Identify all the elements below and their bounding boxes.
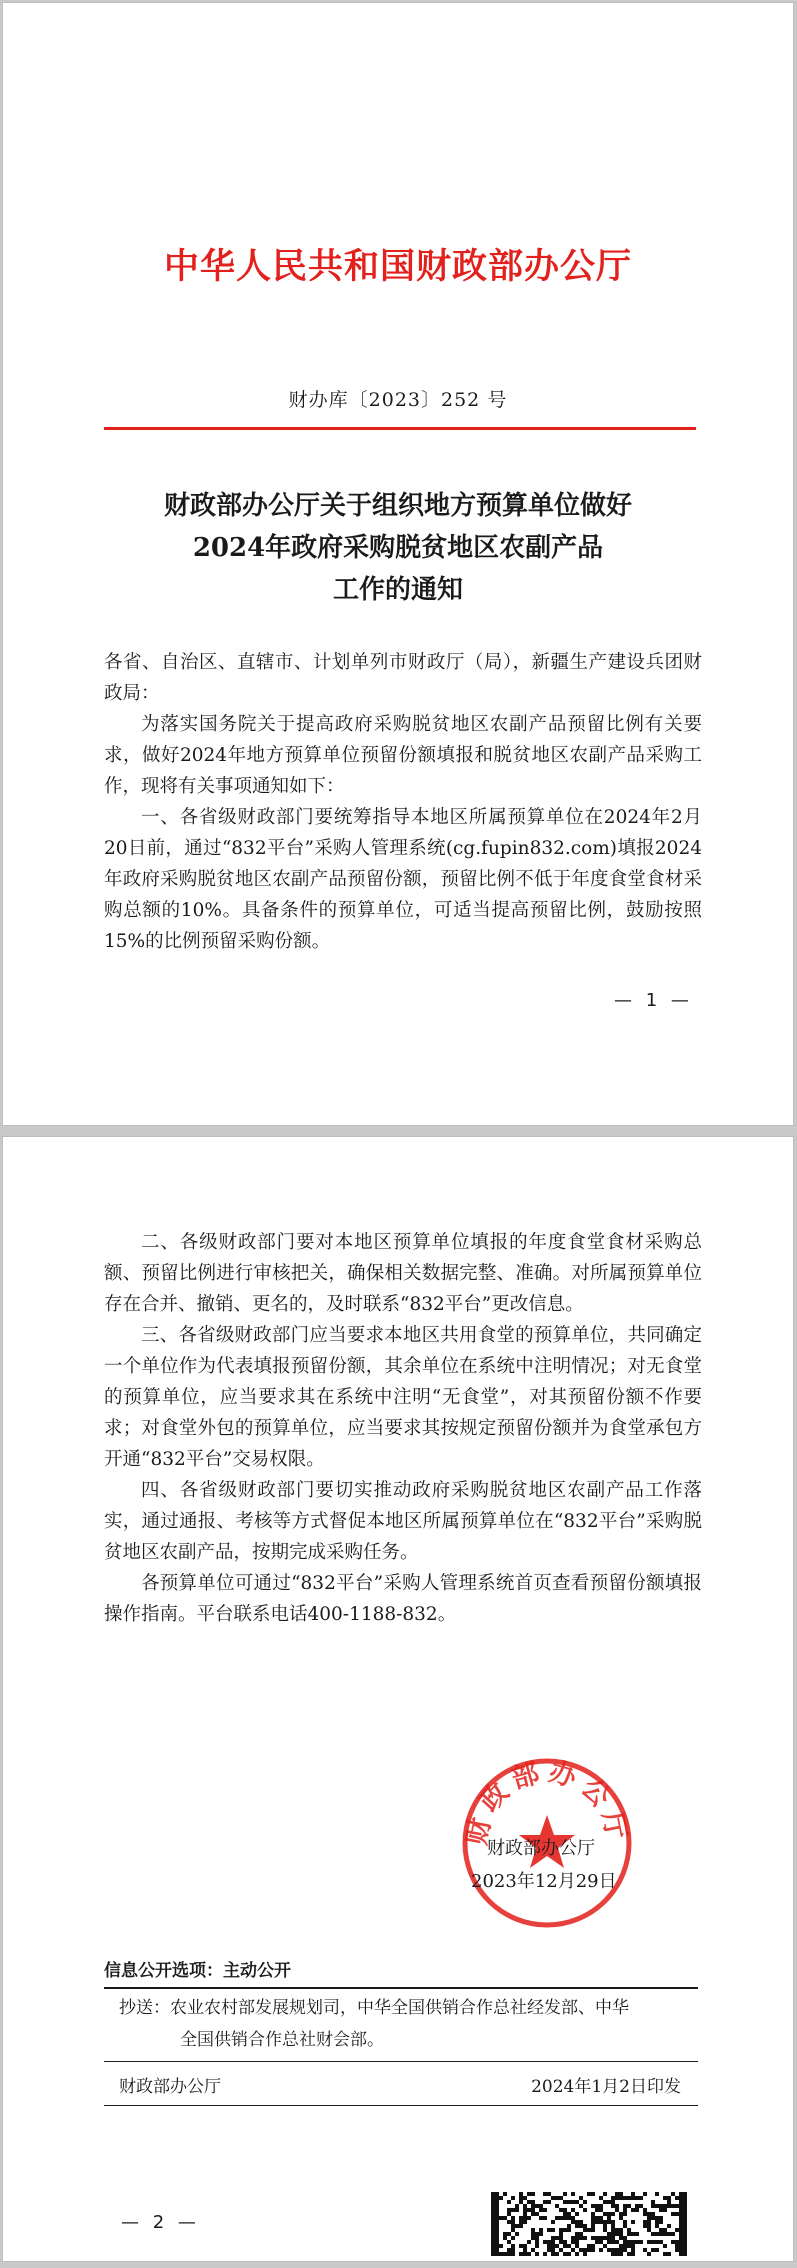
item-2-paragraph: 二、各级财政部门要对本地区预算单位填报的年度食堂食材采购总额、预留比例进行审核把关，确保相关数据完整、准确。对所属预算单位存在合并、撤销、更名的，及时联系“832平台”更改信息。 (104, 1232, 702, 1315)
document-number: 财办库〔2023〕252 号 (288, 389, 508, 411)
item-3-paragraph: 三、各省级财政部门应当要求本地区共用食堂的预算单位，共同确定一个单位作为代表填报预留份额，其余单位在系统中注明情况；对无食堂的预算单位，应当要求其在系统中注明“无食堂”，对其预留份额不作要求；对食堂外包的预算单位，应当要求其按规定预留份额并为食堂承包方开通“832平台”交易权限。 (104, 1325, 702, 1470)
issuer-header: 中华人民共和国财政部办公厅 (163, 246, 632, 287)
print-date: 2024年1月2日印发 (531, 2077, 681, 2097)
title-line: 工作的通知 (332, 575, 463, 605)
page-number: — 2 — (121, 2212, 200, 2233)
red-separator-line (104, 427, 696, 430)
addressee: 各省、自治区、直辖市、计划单列市财政厅（局），新疆生产建设兵团财政局： (104, 652, 702, 704)
closing-paragraph: 各预算单位可通过“832平台”采购人管理系统首页查看预留份额填报操作指南。平台联系电话400-1188-832。 (104, 1573, 702, 1625)
intro-paragraph: 为落实国务院关于提高政府采购脱贫地区农副产品预留比例有关要求，做好2024年地方预算单位预留份额填报和脱贫地区农副产品采购工作，现将有关事项通知如下： (104, 714, 702, 797)
body-page-2 (104, 1227, 702, 1630)
disclosure-option: 信息公开选项：主动公开 (104, 1961, 291, 1981)
item-4-paragraph: 四、各省级财政部门要切实推动政府采购脱贫地区农副产品工作落实，通过通报、考核等方式督促本地区所属预算单位在“832平台”采购脱贫地区农副产品，按期完成采购任务。 (104, 1480, 702, 1563)
cc-line: 抄送：农业农村部发展规划司，中华全国供销合作总社经发部、中华 (119, 1998, 629, 2018)
cc-line: 全国供销合作总社财会部。 (180, 2030, 384, 2050)
document-page-2 (2, 1136, 794, 2262)
item-1-paragraph: 一、各省级财政部门要统筹指导本地区所属预算单位在2024年2月20日前，通过“832平台”采购人管理系统(cg.fupin832.com)填报2024年政府采购脱贫地区农副产品预留份额，预留比例不低于年度食堂食材采购总额的10%。具备条件的预算单位，可适当提高预留比例，鼓励按照15%的比例预留采购份额。 (104, 807, 702, 952)
document-title (3, 485, 793, 611)
printing-office: 财政部办公厅 (119, 2077, 221, 2097)
signature-date: 2023年12月29日 (471, 1871, 617, 1892)
seal-arc-text: 财政部办公厅 (461, 1757, 633, 1848)
title-line: 财政部办公厅关于组织地方预算单位做好 (163, 491, 632, 521)
rule-lower (104, 2105, 698, 2106)
cc-list (119, 1992, 694, 2056)
qr-barcode-icon (491, 2192, 687, 2256)
rule-top (104, 1987, 698, 1989)
body-page-1 (104, 647, 702, 957)
title-line: 2024年政府采购脱贫地区农副产品 (192, 533, 604, 563)
signature-organization: 财政部办公厅 (487, 1838, 595, 1859)
page-number: — 1 — (614, 990, 693, 1011)
rule-middle (104, 2061, 698, 2062)
document-page-1 (2, 2, 794, 1126)
